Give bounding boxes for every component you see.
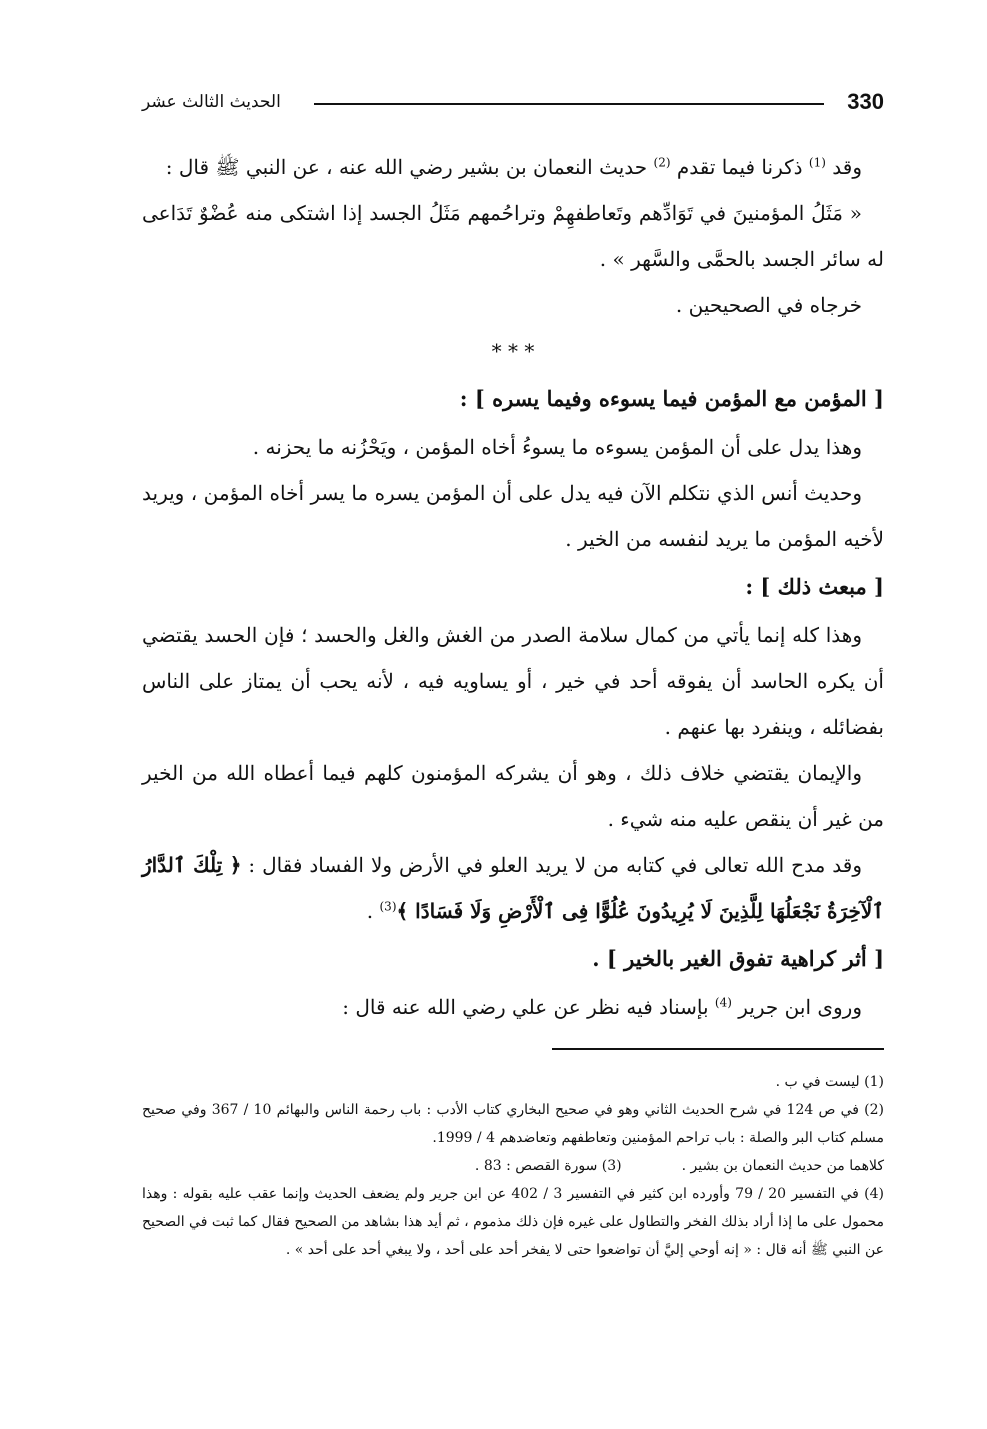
section-heading-2: [ مبعث ذلك ] : [745, 574, 884, 599]
paragraph: وحديث أنس الذي نتكلم الآن فيه يدل على أن المؤمن يسره ما يسر أخاه المؤمن ، ويريد لأخيه المؤمن ما يريد لنفسه من الخير . [142, 481, 884, 551]
footnote-3: (3) سورة القصص : 83 . [474, 1158, 622, 1174]
paragraph-source: خرجاه في الصحيحين . [675, 293, 862, 317]
text-span: وقد مدح الله تعالى في كتابه من لا يريد العلو في الأرض ولا الفساد فقال : [241, 853, 862, 877]
footnotes [142, 1068, 884, 1264]
paragraph-intro [142, 144, 884, 190]
page-header [142, 88, 884, 120]
footnote-1: (1) ليست في ب . [775, 1074, 884, 1090]
footnote-row [142, 1152, 884, 1180]
text-span: حديث النعمان بن بشير رضي الله عنه ، عن النبي ﷺ قال : [165, 155, 654, 179]
section-heading-3: [ أثر كراهية تفوق الغير بالخير ] . [592, 946, 884, 971]
main-text [142, 144, 884, 1030]
footnote-ref-4[interactable]: (4) [714, 995, 732, 1010]
text-span: بإسناد فيه نظر عن علي رضي الله عنه قال : [342, 995, 715, 1019]
text-span: ذكرنا فيما تقدم [670, 155, 809, 179]
footnote-rule [552, 1048, 884, 1050]
header-rule [314, 103, 824, 105]
paragraph [142, 984, 884, 1030]
text-span: . [366, 899, 380, 923]
running-title: الحديث الثالث عشر [142, 92, 281, 112]
footnote-ref-2[interactable]: (2) [653, 155, 671, 170]
paragraph: وهذا كله إنما يأتي من كمال سلامة الصدر من الغش والغل والحسد ؛ فإن الحسد يقتضي أن يكره الحاسد أن يفوقه أحد في خير ، أو يساويه فيه ، لأنه يحب أن يمتاز على الناس بفضائله ، وينفرد بها عنهم . [142, 623, 884, 739]
section-heading-1: [ المؤمن مع المؤمن فيما يسوءه وفيما يسره ] : [459, 386, 884, 411]
section-separator: * * * [491, 339, 535, 363]
footnote-ref-1[interactable]: (1) [808, 155, 826, 170]
footnote-2-tail: كلاهما من حديث النعمان بن بشير . [681, 1158, 884, 1174]
paragraph: والإيمان يقتضي خلاف ذلك ، وهو أن يشركه المؤمنون كلهم فيما أعطاه الله من الخير من غير أن ينقص عليه منه شيء . [142, 761, 884, 831]
footnote-2: (2) في ص 124 في شرح الحديث الثاني وهو في صحيح البخاري كتاب الأدب : باب رحمة الناس والبهائم 10 / 367 وفي صحيح مسلم كتاب البر والصلة : باب تراحم المؤمنين وتعاطفهم وتعاضدهم 4 / 1999. [142, 1102, 884, 1146]
hadith-quote: « مَثَلُ المؤمنينَ في تَوَادِّهم وتَعاطفهِمْ وتراحُمهم مَثَلُ الجسد إذا اشتكى منه عُضْوٌ تَدَاعى له سائر الجسد بالحمَّى والسَّهر » . [142, 201, 884, 271]
text-span: وروى ابن جرير [731, 995, 862, 1019]
text-span: وقد [825, 155, 862, 179]
footnote-ref-3[interactable]: (3) [379, 899, 397, 914]
page-number: 330 [847, 89, 884, 114]
footnote-4: (4) في التفسير 20 / 79 وأورده ابن كثير في التفسير 3 / 402 عن ابن جرير ولم يضعف الحديث وإنما عقب عليه بقوله : وهذا محمول على ما إذا أراد بذلك الفخر والتطاول على غيره فإن ذلك مذموم ، ثم أيد هذا بشاهد من الصحيح فقال كما ثبت في الصحيح عن النبي ﷺ أنه قال : « إنه أوحي إليَّ أن تواضعوا حتى لا يفخر أحد على أحد ، ولا يبغي أحد على أحد » . [142, 1186, 884, 1258]
paragraph: وهذا يدل على أن المؤمن يسوءه ما يسوءُ أخاه المؤمن ، ويَحْزُنه ما يحزنه . [252, 435, 862, 459]
paragraph-quran [142, 842, 884, 934]
quran-verse: ﴿ تِلْكَ ٱلدَّارُ ٱلْآخِرَةُ نَجْعَلُهَا لِلَّذِينَ لَا يُرِيدُونَ عُلُوًّا فِى ٱلْأَرْضِ وَلَا فَسَادًا ﴾ [142, 853, 884, 923]
